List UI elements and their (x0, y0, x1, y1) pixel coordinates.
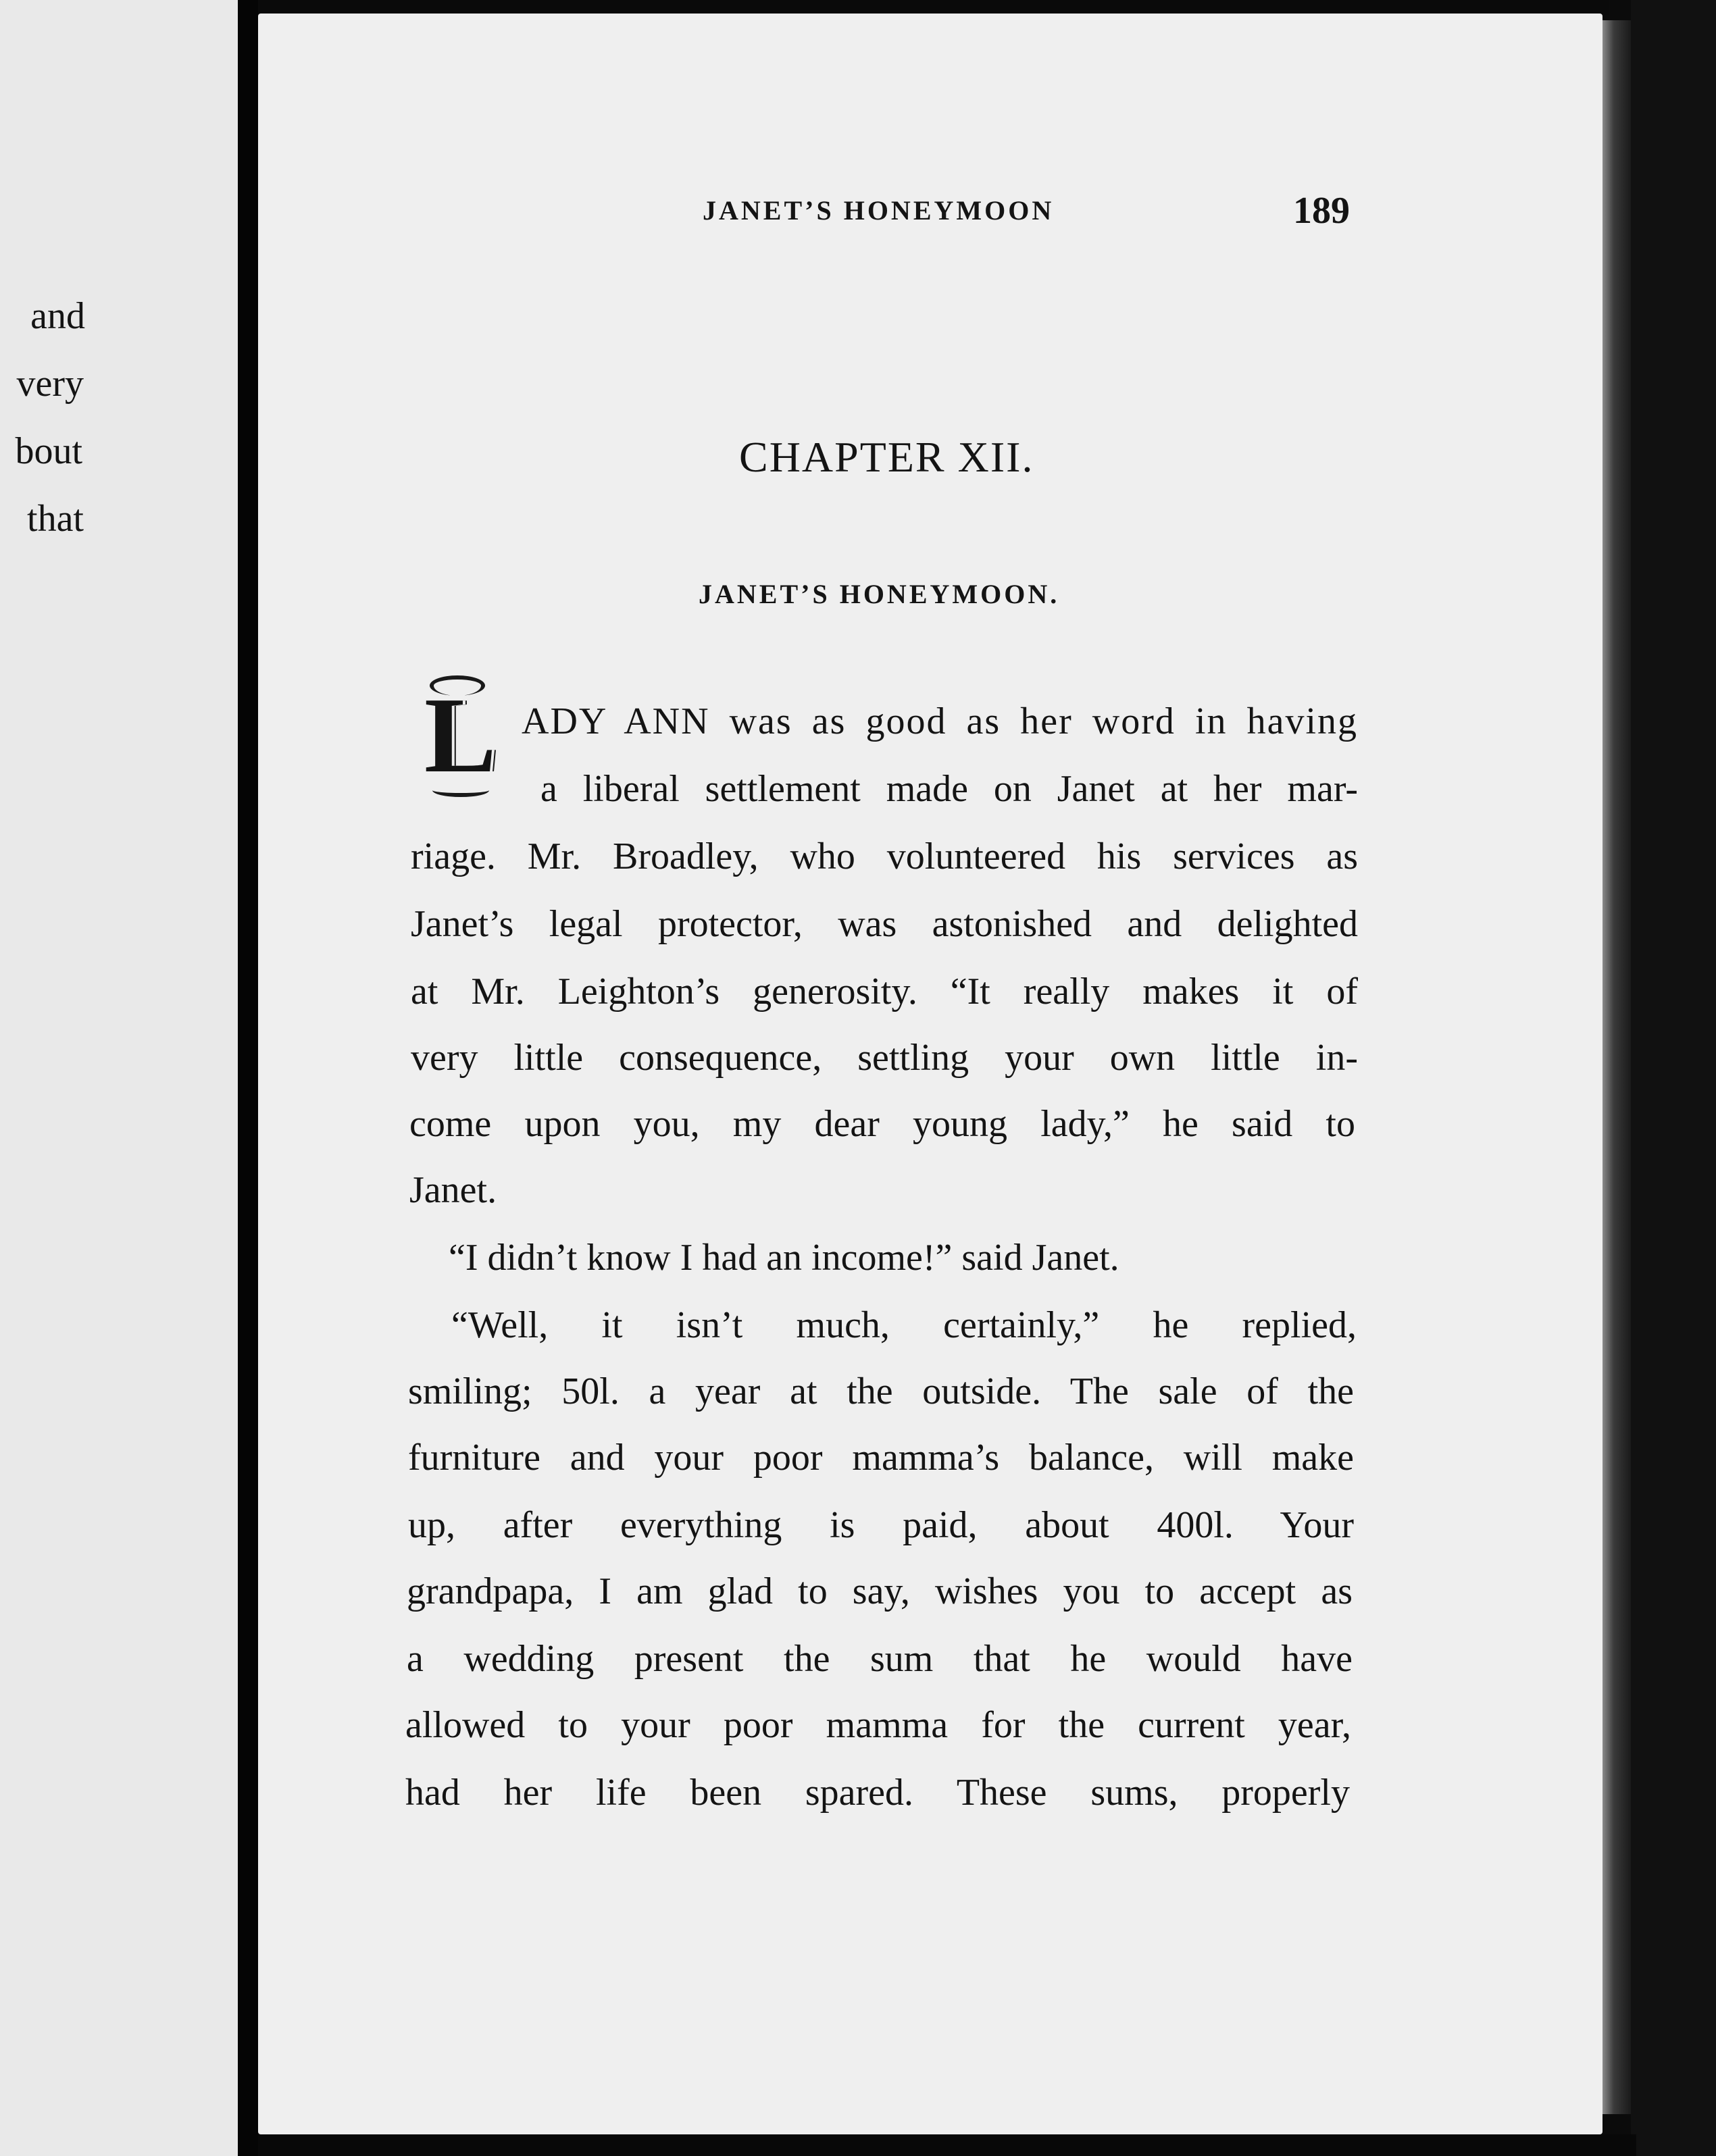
body-line: riage. Mr. Broadley, who volunteered his services as (411, 836, 1358, 877)
body-line: at Mr. Leighton’s generosity. “It really makes it of (411, 971, 1358, 1012)
chapter-title: CHAPTER XII. (739, 433, 1034, 481)
body-line: smiling; 50l. a year at the outside. The sale of the (408, 1370, 1354, 1412)
body-line: a wedding present the sum that he would have (407, 1638, 1353, 1680)
left-page-fragment: that (27, 498, 84, 540)
background-margin (1631, 0, 1716, 2156)
body-line: had her life been spared. These sums, properly (405, 1772, 1350, 1814)
body-line: “Well, it isn’t much, certainly,” he replied, (451, 1304, 1357, 1346)
top-edge (258, 0, 1609, 15)
body-line: allowed to your poor mamma for the current year, (405, 1704, 1351, 1746)
book-gutter (238, 0, 258, 2156)
bottom-edge (258, 2134, 1636, 2156)
running-head: JANET’S HONEYMOON (703, 195, 1055, 226)
page-number: 189 (1293, 190, 1350, 232)
body-line: come upon you, my dear young lady,” he said to (409, 1103, 1355, 1145)
body-line: ADY ANN was as good as her word in having (522, 700, 1358, 742)
left-page-fragment: and (30, 295, 85, 337)
body-line: “I didn’t know I had an income!” said Janet. (449, 1237, 1119, 1279)
drop-cap-letter: L (424, 675, 497, 795)
flourish-ornament (432, 784, 489, 797)
ornamental-drop-cap (415, 675, 509, 797)
body-line: grandpapa, I am glad to say, wishes you to accept as (407, 1570, 1353, 1612)
chapter-subtitle: JANET’S HONEYMOON. (699, 579, 1060, 609)
body-line: a liberal settlement made on Janet at her mar- (540, 768, 1358, 810)
left-page-fragment: bout (15, 430, 82, 472)
page-fore-edge (1603, 20, 1631, 2114)
body-line: Janet. (409, 1169, 497, 1211)
left-facing-page (0, 0, 238, 2156)
body-line: furniture and your poor mamma’s balance, will make (408, 1437, 1354, 1479)
body-line: very little consequence, settling your own little in- (411, 1037, 1358, 1079)
body-line: up, after everything is paid, about 400l. Your (408, 1504, 1354, 1546)
body-line: Janet’s legal protector, was astonished and delighted (411, 903, 1358, 945)
left-page-fragment: very (16, 363, 84, 405)
